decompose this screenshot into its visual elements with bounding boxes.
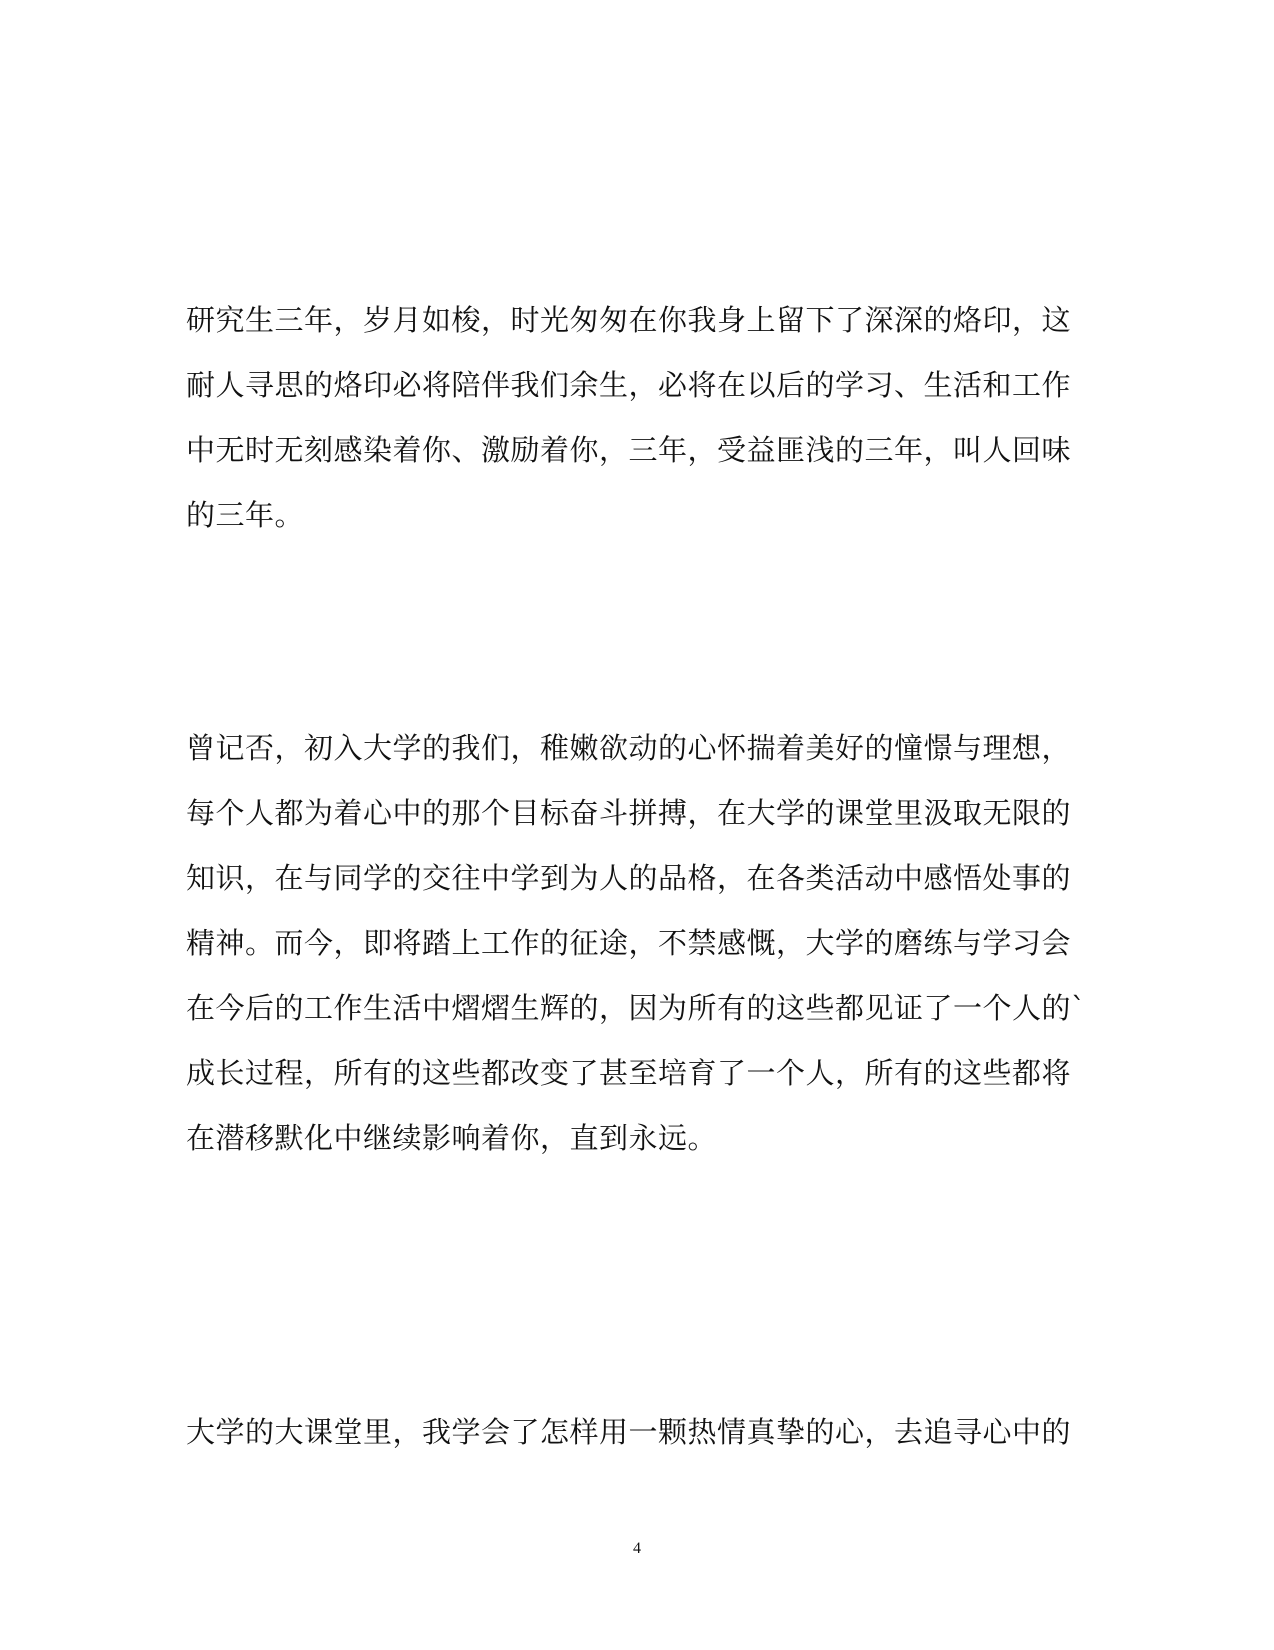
paragraph-line: 大学的大课堂里，我学会了怎样用一颗热情真挚的心，去追寻心中的 <box>186 1415 1072 1449</box>
paragraph-2 <box>186 716 1087 1171</box>
paragraph-line: 在潜移默化中继续影响着你，直到永远。 <box>186 1121 718 1155</box>
paragraph-line: 每个人都为着心中的那个目标奋斗拼搏，在大学的课堂里汲取无限的 <box>186 796 1072 830</box>
paragraph-line: 研究生三年，岁月如梭，时光匆匆在你我身上留下了深深的烙印，这 <box>186 303 1072 337</box>
paragraph-line: 在今后的工作生活中熠熠生辉的，因为所有的这些都见证了一个人的` <box>186 991 1087 1025</box>
paragraph-3 <box>186 1400 1072 1465</box>
paragraph-line: 中无时无刻感染着你、激励着你，三年，受益匪浅的三年，叫人回味 <box>186 433 1072 467</box>
paragraph-line: 的三年。 <box>186 498 305 532</box>
paragraph-line: 成长过程，所有的这些都改变了甚至培育了一个人，所有的这些都将 <box>186 1056 1072 1090</box>
paragraph-1 <box>186 288 1072 548</box>
paragraph-line: 耐人寻思的烙印必将陪伴我们余生，必将在以后的学习、生活和工作 <box>186 368 1072 402</box>
paragraph-line: 精神。而今，即将踏上工作的征途，不禁感慨，大学的磨练与学习会 <box>186 926 1072 960</box>
paragraph-line: 知识，在与同学的交往中学到为人的品格，在各类活动中感悟处事的 <box>186 861 1072 895</box>
paragraph-line: 曾记否，初入大学的我们，稚嫩欲动的心怀揣着美好的憧憬与理想， <box>186 731 1072 765</box>
page-number: 4 <box>633 1540 641 1557</box>
